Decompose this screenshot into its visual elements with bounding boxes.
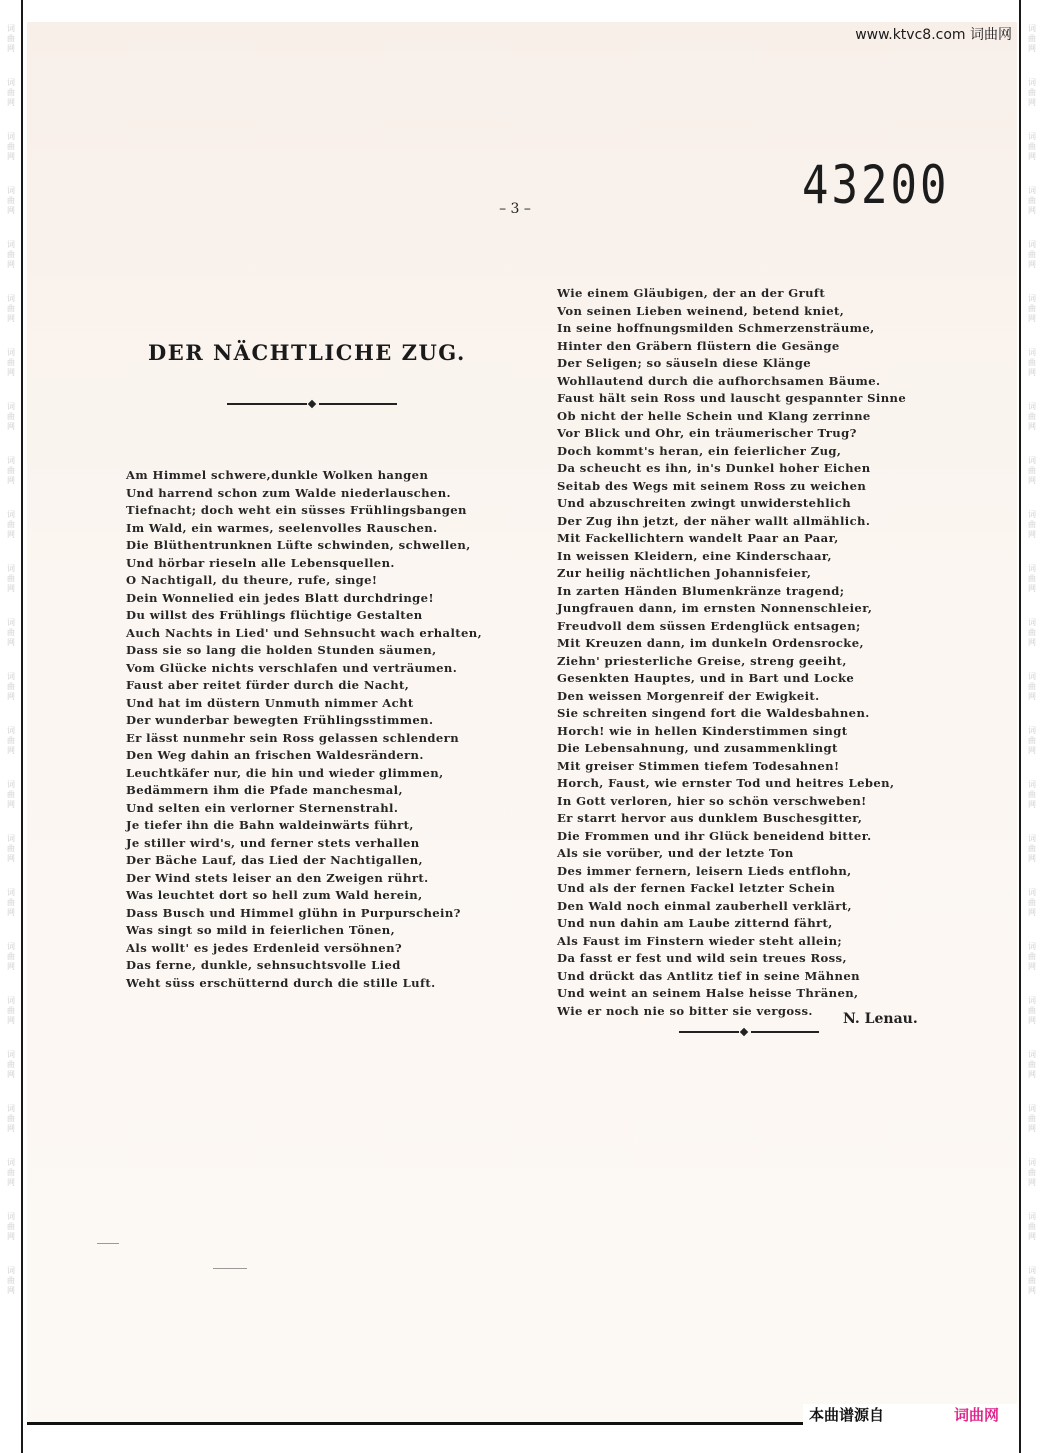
side-watermark-chunk	[1027, 726, 1037, 756]
side-watermark-chunk	[1027, 510, 1037, 540]
side-watermark-char: 曲	[7, 34, 15, 43]
side-watermark-char: 曲	[7, 628, 15, 637]
poem-line: Bedämmern ihm die Pfade manchesmal,	[126, 783, 403, 797]
side-watermark-chunk	[6, 996, 16, 1026]
poem-line: Am Himmel schwere,dunkle Wolken hangen	[126, 468, 429, 482]
poem-line: Faust hält sein Ross und lauscht gespannter Sinne	[557, 391, 907, 405]
side-watermark-char: 词	[7, 1266, 15, 1275]
side-watermark-char: 网	[1028, 908, 1036, 917]
side-watermark-char: 网	[7, 530, 15, 539]
poem-line: In Gott verloren, hier so schön verschweben!	[557, 793, 867, 808]
side-watermark-char: 曲	[7, 196, 15, 205]
side-watermark-char: 网	[1028, 854, 1036, 863]
side-watermark-char: 词	[7, 618, 15, 627]
side-watermark-char: 词	[1028, 348, 1036, 357]
side-watermark-chunk	[1027, 456, 1037, 486]
side-watermark-chunk	[1027, 402, 1037, 432]
side-watermark-char: 词	[7, 1212, 15, 1221]
footer-watermark[interactable]	[803, 1404, 1017, 1426]
poem-line: In seine hoffnungsmilden Schmerzensträume,	[557, 321, 875, 335]
side-watermark-char: 网	[7, 260, 15, 269]
side-watermark-char: 曲	[1028, 412, 1036, 421]
side-watermark-char: 曲	[1028, 1060, 1036, 1069]
side-watermark-chunk	[6, 240, 16, 270]
side-watermark-chunk	[1027, 240, 1037, 270]
side-watermark-char: 网	[7, 638, 15, 647]
side-watermark-chunk	[6, 78, 16, 108]
side-watermark-char: 词	[1028, 1266, 1036, 1275]
side-watermark-right	[1021, 0, 1042, 1453]
side-watermark-char: 网	[7, 1286, 15, 1295]
side-watermark-chunk	[6, 888, 16, 918]
side-watermark-char: 曲	[1028, 142, 1036, 151]
poem-line: Vom Glücke nichts verschlafen und verträumen.	[126, 660, 458, 675]
poem-line: Wie er noch nie so bitter sie vergoss.	[557, 1003, 813, 1018]
poem-line: Des immer fernern, leisern Lieds entflohn,	[557, 863, 852, 878]
side-watermark-char: 曲	[7, 790, 15, 799]
poem-line: Der Wind stets leiser an den Zweigen rührt.	[126, 870, 429, 885]
side-watermark-char: 曲	[7, 682, 15, 691]
poem-line: Vor Blick und Ohr, ein träumerischer Trug?	[557, 426, 857, 440]
poem-column-left	[126, 467, 482, 992]
side-watermark-char: 词	[1028, 834, 1036, 843]
side-watermark-char: 词	[7, 78, 15, 87]
poem-line: Von seinen Lieben weinend, betend kniet,	[557, 303, 845, 318]
poem-line: Mit greiser Stimmen tiefem Todesahnen!	[557, 758, 840, 773]
side-watermark-char: 曲	[1028, 952, 1036, 961]
side-watermark-char: 网	[7, 1124, 15, 1133]
side-watermark-chunk	[1027, 780, 1037, 810]
poem-line: Ob nicht der helle Schein und Klang zerrinne	[557, 408, 871, 423]
side-watermark-chunk	[1027, 348, 1037, 378]
side-watermark-left	[0, 0, 22, 1453]
side-watermark-char: 网	[7, 152, 15, 161]
side-watermark-char: 网	[7, 1232, 15, 1241]
side-watermark-char: 词	[7, 186, 15, 195]
side-watermark-char: 网	[7, 98, 15, 107]
side-watermark-char: 曲	[1028, 358, 1036, 367]
side-watermark-char: 网	[1028, 206, 1036, 215]
side-watermark-char: 词	[1028, 1050, 1036, 1059]
side-watermark-char: 网	[1028, 476, 1036, 485]
side-watermark-chunk	[6, 348, 16, 378]
side-watermark-char: 曲	[1028, 1114, 1036, 1123]
side-watermark-chunk	[1027, 888, 1037, 918]
watermark-site-url[interactable]: www.ktvc8.com 词曲网	[855, 27, 1012, 43]
side-watermark-char: 曲	[1028, 736, 1036, 745]
side-watermark-char: 网	[7, 476, 15, 485]
side-watermark-chunk	[1027, 1158, 1037, 1188]
side-watermark-char: 曲	[7, 1114, 15, 1123]
poem-line: Dein Wonnelied ein jedes Blatt durchdringe!	[126, 590, 434, 605]
side-watermark-char: 网	[1028, 1070, 1036, 1079]
poem-line: Als Faust im Finstern wieder steht allein;	[557, 933, 843, 948]
side-watermark-char: 曲	[1028, 682, 1036, 691]
poem-line: Freudvoll dem süssen Erdenglück entsagen;	[557, 618, 861, 633]
side-watermark-chunk	[6, 942, 16, 972]
side-watermark-chunk	[1027, 1104, 1037, 1134]
poem-line: Ziehn' priesterliche Greise, streng geeiht,	[557, 653, 847, 668]
side-watermark-chunk	[6, 726, 16, 756]
side-watermark-char: 词	[7, 1158, 15, 1167]
side-watermark-char: 网	[7, 44, 15, 53]
poem-line: Seitab des Wegs mit seinem Ross zu weichen	[557, 478, 867, 493]
poem-line: Und drückt das Antlitz tief in seine Mähnen	[557, 968, 860, 983]
author-signature: N. Lenau.	[843, 1011, 918, 1027]
side-watermark-char: 词	[1028, 726, 1036, 735]
side-watermark-chunk	[6, 564, 16, 594]
side-watermark-char: 曲	[1028, 304, 1036, 313]
side-watermark-char: 曲	[7, 304, 15, 313]
side-watermark-chunk	[6, 294, 16, 324]
poem-line: Und hat im düstern Unmuth nimmer Acht	[126, 695, 414, 710]
side-watermark-chunk	[1027, 78, 1037, 108]
side-watermark-char: 词	[1028, 996, 1036, 1005]
poem-line: O Nachtigall, du theure, rufe, singe!	[126, 573, 378, 587]
poem-line: Je tiefer ihn die Bahn waldeinwärts führt,	[126, 818, 414, 832]
poem-line: Mit Fackellichtern wandelt Paar an Paar,	[557, 531, 839, 545]
poem-line: Tiefnacht; doch weht ein süsses Frühlingsbangen	[126, 503, 467, 517]
side-watermark-char: 词	[1028, 132, 1036, 141]
side-watermark-char: 词	[1028, 24, 1036, 33]
poem-line: Gesenkten Hauptes, und in Bart und Locke	[557, 671, 855, 685]
poem-line: Im Wald, ein warmes, seelenvolles Rauschen.	[126, 520, 438, 535]
side-watermark-char: 网	[7, 1016, 15, 1025]
poem-line: Er lässt nunmehr sein Ross gelassen schlendern	[126, 730, 460, 745]
side-watermark-char: 曲	[1028, 844, 1036, 853]
side-watermark-char: 曲	[7, 574, 15, 583]
side-watermark-chunk	[6, 672, 16, 702]
side-watermark-char: 网	[1028, 44, 1036, 53]
side-watermark-char: 网	[1028, 800, 1036, 809]
side-watermark-char: 曲	[7, 1168, 15, 1177]
side-watermark-char: 网	[1028, 1232, 1036, 1241]
poem-line: Die Lebensahnung, und zusammenklingt	[557, 741, 838, 755]
poem-title: DER NÄCHTLICHE ZUG.	[148, 340, 466, 365]
side-watermark-char: 词	[1028, 294, 1036, 303]
poem-line: In weissen Kleidern, eine Kinderschaar,	[557, 548, 832, 563]
poem-line: Und als der fernen Fackel letzter Schein	[557, 881, 836, 895]
side-watermark-char: 曲	[1028, 1168, 1036, 1177]
poem-line: Mit Kreuzen dann, im dunkeln Ordensrocke,	[557, 636, 864, 650]
side-watermark-char: 词	[1028, 186, 1036, 195]
side-watermark-chunk	[1027, 564, 1037, 594]
side-watermark-char: 网	[7, 962, 15, 971]
poem-line: Wie einem Gläubigen, der an der Gruft	[557, 286, 826, 300]
side-watermark-char: 曲	[1028, 1222, 1036, 1231]
side-watermark-char: 曲	[7, 520, 15, 529]
side-watermark-char: 词	[7, 240, 15, 249]
poem-line: Der Seligen; so säuseln diese Klänge	[557, 356, 812, 370]
side-watermark-char: 词	[1028, 1158, 1036, 1167]
poem-line: Als wollt' es jedes Erdenleid versöhnen?	[126, 940, 403, 955]
poem-line: Als sie vorüber, und der letzte Ton	[557, 846, 794, 860]
side-watermark-char: 曲	[7, 88, 15, 97]
side-watermark-char: 网	[1028, 584, 1036, 593]
side-watermark-char: 网	[1028, 314, 1036, 323]
poem-line: Zur heilig nächtlichen Johannisfeier,	[557, 566, 812, 580]
side-watermark-char: 词	[7, 834, 15, 843]
side-watermark-chunk	[6, 1050, 16, 1080]
poem-line: Du willst des Frühlings flüchtige Gestalten	[126, 608, 423, 622]
side-watermark-char: 网	[1028, 1016, 1036, 1025]
side-watermark-char: 网	[7, 368, 15, 377]
side-watermark-char: 网	[7, 692, 15, 701]
poem-line: Da fasst er fest und wild sein treues Ross,	[557, 951, 847, 965]
side-watermark-char: 曲	[1028, 466, 1036, 475]
side-watermark-char: 网	[1028, 368, 1036, 377]
side-watermark-char: 曲	[7, 1060, 15, 1069]
side-watermark-char: 网	[1028, 422, 1036, 431]
side-watermark-char: 词	[1028, 888, 1036, 897]
side-watermark-char: 词	[7, 996, 15, 1005]
side-watermark-char: 词	[1028, 1104, 1036, 1113]
side-watermark-char: 曲	[7, 250, 15, 259]
side-watermark-char: 曲	[7, 898, 15, 907]
side-watermark-char: 曲	[1028, 1276, 1036, 1285]
side-watermark-char: 曲	[1028, 898, 1036, 907]
side-watermark-char: 词	[7, 564, 15, 573]
side-watermark-char: 网	[1028, 692, 1036, 701]
side-watermark-char: 词	[1028, 618, 1036, 627]
side-watermark-char: 网	[1028, 1124, 1036, 1133]
side-watermark-chunk	[6, 456, 16, 486]
poem-line: Horch, Faust, wie ernster Tod und heitres Leben,	[557, 776, 895, 790]
side-watermark-char: 词	[1028, 672, 1036, 681]
side-watermark-char: 网	[1028, 152, 1036, 161]
poem-line: Den Wald noch einmal zauberhell verklärt,	[557, 898, 852, 913]
side-watermark-chunk	[6, 132, 16, 162]
side-watermark-chunk	[1027, 942, 1037, 972]
side-watermark-char: 网	[7, 1178, 15, 1187]
side-watermark-chunk	[1027, 132, 1037, 162]
side-watermark-chunk	[1027, 24, 1037, 54]
side-watermark-char: 曲	[1028, 34, 1036, 43]
side-watermark-chunk	[6, 402, 16, 432]
poem-line: Doch kommt's heran, ein feierlicher Zug,	[557, 443, 842, 458]
side-watermark-chunk	[1027, 1266, 1037, 1296]
poem-line: Und selten ein verlorner Sternenstrahl.	[126, 800, 399, 815]
side-watermark-chunk	[1027, 672, 1037, 702]
footer-source-label: 本曲谱源自	[809, 1406, 885, 1424]
side-watermark-char: 词	[7, 1050, 15, 1059]
poem-line: Er starrt hervor aus dunklem Buschesgitter,	[557, 811, 863, 825]
side-watermark-char: 曲	[1028, 250, 1036, 259]
side-watermark-char: 词	[1028, 240, 1036, 249]
side-watermark-char: 网	[7, 800, 15, 809]
poem-line: Und abzuschreiten zwingt unwiderstehlich	[557, 496, 852, 510]
side-watermark-char: 曲	[1028, 1006, 1036, 1015]
side-watermark-chunk	[6, 1266, 16, 1296]
poem-line: Was leuchtet dort so hell zum Wald herein,	[126, 888, 423, 902]
side-watermark-char: 词	[7, 402, 15, 411]
side-watermark-char: 网	[1028, 746, 1036, 755]
side-watermark-char: 网	[1028, 638, 1036, 647]
poem-line: Und hörbar rieseln alle Lebensquellen.	[126, 555, 395, 570]
side-watermark-char: 曲	[7, 412, 15, 421]
poem-line: Den weissen Morgenreif der Ewigkeit.	[557, 688, 820, 703]
poem-line: Der Zug ihn jetzt, der näher wallt allmählich.	[557, 513, 871, 528]
side-watermark-char: 曲	[1028, 88, 1036, 97]
side-watermark-char: 词	[7, 942, 15, 951]
side-watermark-char: 词	[7, 294, 15, 303]
side-watermark-char: 词	[7, 672, 15, 681]
side-watermark-chunk	[1027, 186, 1037, 216]
side-watermark-char: 曲	[7, 142, 15, 151]
poem-line: Das ferne, dunkle, sehnsuchtsvolle Lied	[126, 958, 401, 972]
side-watermark-chunk	[1027, 294, 1037, 324]
poem-line: Der wunderbar bewegten Frühlingsstimmen.	[126, 713, 434, 727]
poem-line: Weht süss erschütternd durch die stille Luft.	[126, 975, 436, 990]
side-watermark-char: 曲	[7, 844, 15, 853]
side-watermark-char: 词	[1028, 78, 1036, 87]
side-watermark-chunk	[1027, 996, 1037, 1026]
poem-line: Und harrend schon zum Walde niederlauschen.	[126, 485, 451, 500]
side-watermark-char: 网	[1028, 260, 1036, 269]
paper-speck	[213, 1268, 247, 1269]
poem-line: Hinter den Gräbern flüstern die Gesänge	[557, 338, 840, 353]
poem-line: Leuchtkäfer nur, die hin und wieder glimmen,	[126, 765, 444, 780]
side-watermark-chunk	[6, 834, 16, 864]
side-watermark-char: 词	[7, 456, 15, 465]
side-watermark-char: 网	[1028, 962, 1036, 971]
side-watermark-chunk	[6, 186, 16, 216]
side-watermark-char: 词	[1028, 780, 1036, 789]
poem-line: Horch! wie in hellen Kinderstimmen singt	[557, 723, 848, 738]
side-watermark-char: 词	[7, 1104, 15, 1113]
side-watermark-chunk	[6, 780, 16, 810]
side-watermark-chunk	[1027, 834, 1037, 864]
side-watermark-char: 词	[1028, 402, 1036, 411]
author-ornament	[679, 1029, 819, 1035]
poem-line: Dass sie so lang die holden Stunden säumen,	[126, 643, 437, 657]
side-watermark-char: 网	[7, 314, 15, 323]
poem-line: Faust aber reitet fürder durch die Nacht,	[126, 678, 410, 692]
poem-line: Die Frommen und ihr Glück beneidend bitter.	[557, 828, 872, 843]
side-watermark-char: 网	[1028, 1178, 1036, 1187]
poem-line: Die Blüthentrunknen Lüfte schwinden, schwellen,	[126, 538, 471, 552]
footer-site-label[interactable]: 词曲网	[954, 1406, 1000, 1424]
side-watermark-chunk	[6, 618, 16, 648]
poem-line: Und nun dahin am Laube zitternd fährt,	[557, 916, 833, 930]
page-number: – 3 –	[499, 201, 531, 217]
side-watermark-char: 曲	[7, 736, 15, 745]
side-watermark-char: 曲	[7, 1222, 15, 1231]
side-watermark-chunk	[6, 24, 16, 54]
side-watermark-char: 词	[7, 888, 15, 897]
side-watermark-char: 网	[1028, 98, 1036, 107]
side-watermark-char: 词	[7, 24, 15, 33]
poem-line: Sie schreiten singend fort die Waldesbahnen.	[557, 706, 870, 720]
side-watermark-char: 曲	[1028, 196, 1036, 205]
side-watermark-char: 曲	[7, 1276, 15, 1285]
poem-line: Dass Busch und Himmel glühn in Purpurschein?	[126, 905, 461, 920]
side-watermark-chunk	[1027, 1050, 1037, 1080]
poem-line: Wohllautend durch die aufhorchsamen Bäume.	[557, 373, 881, 388]
side-watermark-char: 网	[1028, 530, 1036, 539]
side-watermark-char: 网	[7, 206, 15, 215]
side-watermark-char: 曲	[1028, 790, 1036, 799]
side-watermark-char: 曲	[7, 358, 15, 367]
side-watermark-char: 曲	[1028, 628, 1036, 637]
side-watermark-char: 词	[1028, 1212, 1036, 1221]
side-watermark-chunk	[6, 510, 16, 540]
side-watermark-char: 曲	[7, 952, 15, 961]
side-watermark-char: 词	[1028, 510, 1036, 519]
side-watermark-chunk	[6, 1212, 16, 1242]
side-watermark-chunk	[1027, 618, 1037, 648]
title-ornament	[227, 401, 397, 407]
side-watermark-char: 词	[7, 726, 15, 735]
side-watermark-char: 网	[1028, 1286, 1036, 1295]
side-watermark-char: 网	[7, 746, 15, 755]
side-watermark-chunk	[6, 1158, 16, 1188]
side-watermark-char: 曲	[7, 466, 15, 475]
poem-line: Jungfrauen dann, im ernsten Nonnenschleier,	[557, 601, 873, 615]
side-watermark-char: 曲	[7, 1006, 15, 1015]
poem-line: Der Bäche Lauf, das Lied der Nachtigallen,	[126, 853, 423, 867]
side-watermark-char: 网	[7, 584, 15, 593]
side-watermark-char: 曲	[1028, 574, 1036, 583]
side-watermark-char: 网	[7, 854, 15, 863]
poem-line: Da scheucht es ihn, in's Dunkel hoher Eichen	[557, 461, 871, 475]
side-watermark-char: 词	[7, 348, 15, 357]
side-watermark-char: 词	[1028, 564, 1036, 573]
side-watermark-char: 词	[7, 510, 15, 519]
paper-speck	[97, 1243, 119, 1244]
side-watermark-chunk	[6, 1104, 16, 1134]
side-watermark-char: 曲	[1028, 520, 1036, 529]
side-watermark-char: 词	[1028, 942, 1036, 951]
poem-line: Je stiller wird's, und ferner stets verhallen	[126, 835, 420, 850]
side-watermark-char: 网	[7, 908, 15, 917]
side-watermark-chunk	[1027, 1212, 1037, 1242]
poem-line: In zarten Händen Blumenkränze tragend;	[557, 583, 845, 598]
poem-line: Den Weg dahin an frischen Waldesrändern.	[126, 748, 424, 762]
plate-number: 43200	[802, 154, 950, 217]
side-watermark-char: 词	[7, 780, 15, 789]
side-watermark-char: 网	[7, 422, 15, 431]
poem-line: Was singt so mild in feierlichen Tönen,	[126, 923, 396, 937]
poem-line: Auch Nachts in Lied' und Sehnsucht wach erhalten,	[126, 625, 483, 640]
side-watermark-char: 词	[7, 132, 15, 141]
poem-column-right	[557, 285, 906, 1020]
side-watermark-char: 网	[7, 1070, 15, 1079]
poem-line: Und weint an seinem Halse heisse Thränen,	[557, 986, 859, 1000]
side-watermark-char: 词	[1028, 456, 1036, 465]
